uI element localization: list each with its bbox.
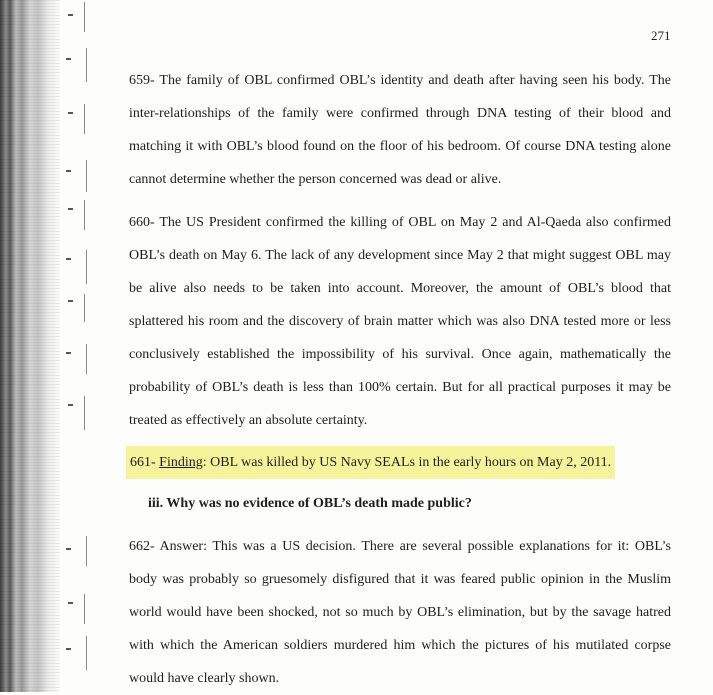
section-heading: iii. Why was no evidence of OBL’s death made public? [148,496,472,511]
finding-paragraph-661 [126,446,615,479]
page-number: 271 [651,28,671,43]
margin-marks [62,0,102,692]
paragraph-659: 659- The family of OBL confirmed OBL’s identity and death after having seen his body. The inter-relationships of the family were confirmed through DNA testing of their blood and matching it with OBL’s blood found on the floor of his bedroom. Of course DNA testing alone cannot determine whether the person concerned was dead or alive. [129,73,671,187]
finding-number: 661- [130,455,156,470]
scan-binding-edge [0,0,60,692]
paragraph-660: 660- The US President confirmed the killing of OBL on May 2 and Al-Qaeda also confirmed OBL’s death on May 6. The lack of any development since May 2 that might suggest OBL may be alive also needs to be taken into account. Moreover, the amount of OBL’s blood that splattered his room and the discovery of brain matter which was also DNA tested more or less conclusively established the impossibility of his survival. Once again, mathematically the probability of OBL’s death is less than 100% certain. But for all practical purposes it may be treated as effectively an absolute certainty. [129,215,671,428]
finding-text: : OBL was killed by US Navy SEALs in the early hours on May 2, 2011. [202,455,612,470]
paragraph-662: 662- Answer: This was a US decision. There are several possible explanations for it: OBL’s body was probably so gruesomely disfigured that it was feared public opinion in the Muslim world would have been shocked, not so much by OBL’s elimination, but by the savage hatred with which the American soldiers murdered him which the pictures of his mutilated corpse would have clearly shown. [129,539,671,686]
finding-label: Finding [159,455,203,470]
